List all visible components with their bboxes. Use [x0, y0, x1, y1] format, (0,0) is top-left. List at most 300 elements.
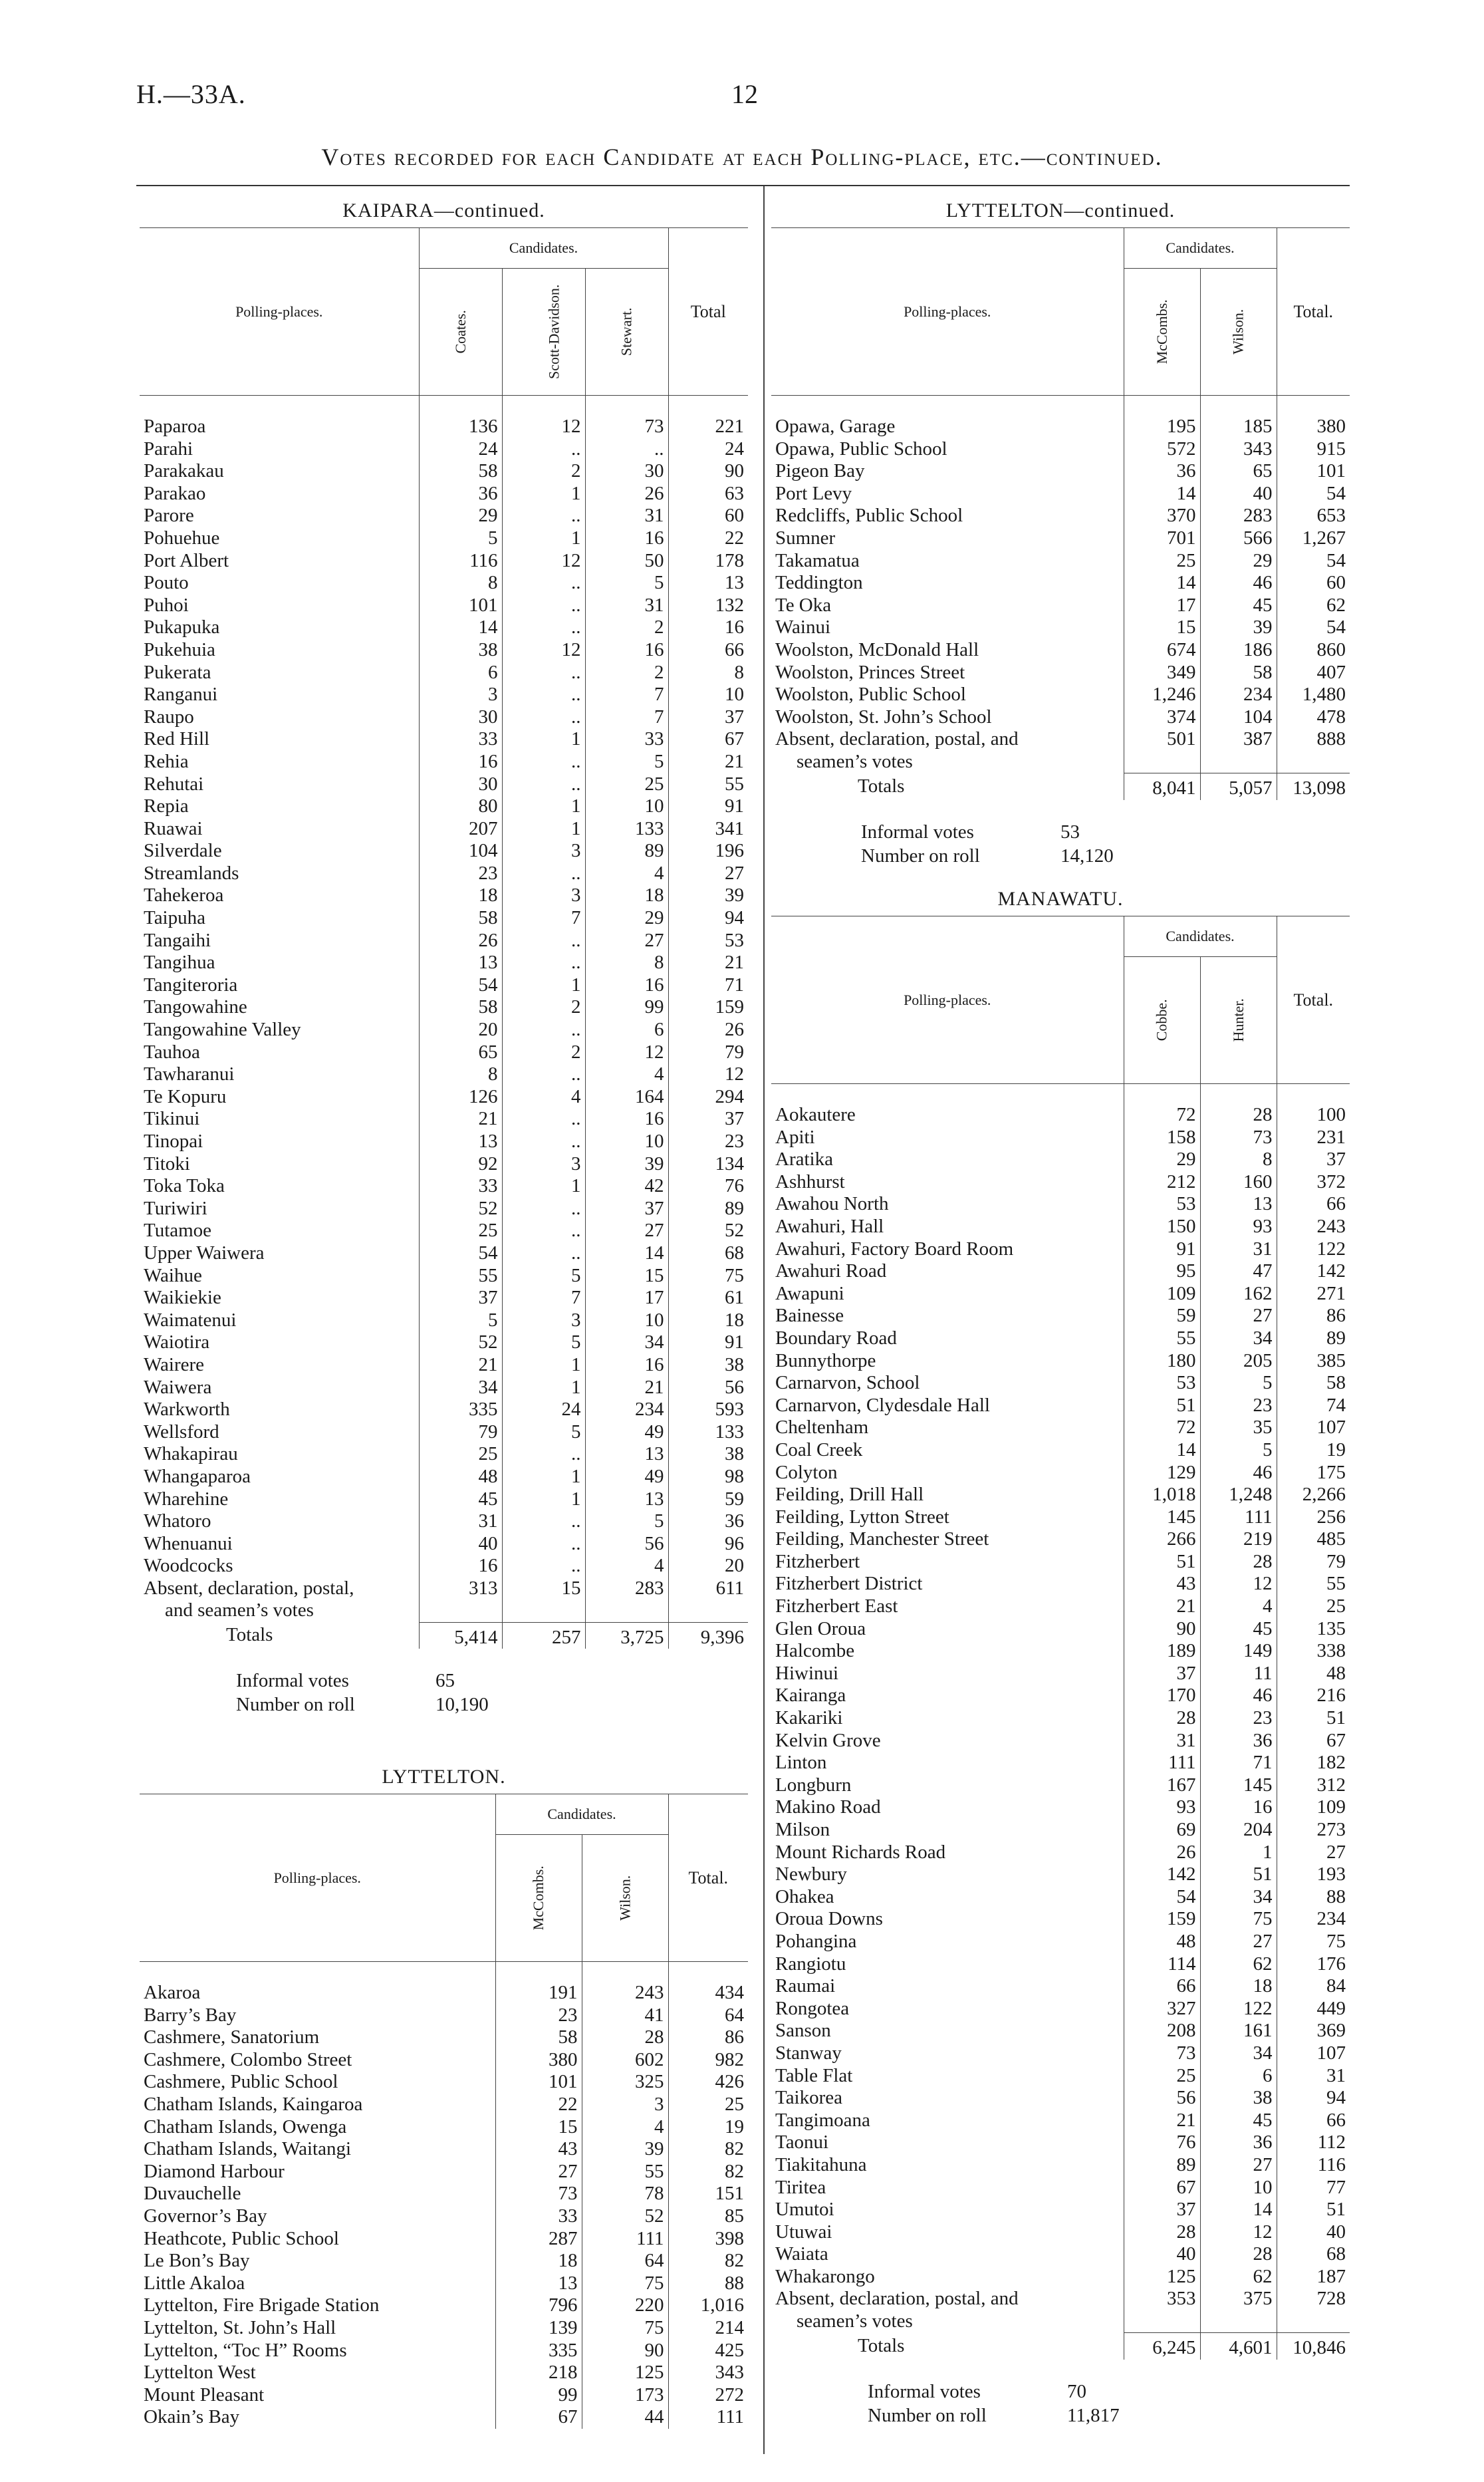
- polling-place: Tinopai: [144, 1131, 203, 1152]
- row-total: 982: [668, 2049, 748, 2072]
- row-total: 37: [1277, 1149, 1350, 1171]
- polling-place: Pouto: [144, 572, 189, 594]
- candidate-votes: 5: [502, 1331, 585, 1354]
- candidate-votes: 27: [585, 1220, 668, 1242]
- candidate-votes: 10: [585, 795, 668, 818]
- row-total: 66: [668, 639, 748, 662]
- table-row: [140, 840, 748, 863]
- table-row: [140, 974, 748, 997]
- row-total: 2,266: [1277, 1484, 1350, 1506]
- row-total: 54: [1277, 617, 1350, 639]
- row-total: 22: [668, 527, 748, 550]
- table-row: [140, 2340, 748, 2362]
- candidate-votes: 13: [419, 952, 502, 974]
- candidate-votes: 93: [1200, 1216, 1277, 1238]
- row-total: 54: [1277, 483, 1350, 505]
- absent-votes-row-cont: [771, 751, 1350, 773]
- blank-cell: [585, 1599, 668, 1622]
- table-row: [771, 1528, 1350, 1551]
- candidate-votes: 5: [419, 527, 502, 550]
- candidate-votes: ..: [502, 1510, 585, 1533]
- candidate-votes: 44: [582, 2406, 668, 2429]
- candidate-votes: 75: [582, 2273, 668, 2295]
- blank-cell: [1200, 751, 1277, 773]
- blank-cell: [1277, 2310, 1350, 2333]
- row-total: 860: [1277, 639, 1350, 662]
- polling-place: Parakakau: [144, 460, 224, 482]
- candidate-votes: 701: [1124, 527, 1200, 550]
- candidate-votes: 234: [585, 1399, 668, 1421]
- table-row: [771, 1774, 1350, 1797]
- informal-votes-label: Informal votes: [868, 2380, 981, 2402]
- table-row: [771, 1640, 1350, 1663]
- candidate-votes: 2: [502, 1041, 585, 1064]
- candidate-votes: 129: [1124, 1462, 1200, 1484]
- total-header: Total.: [1277, 916, 1350, 1084]
- row-total: 26: [668, 1019, 748, 1041]
- table-row: [140, 460, 748, 483]
- candidate-votes: 14: [1200, 2199, 1277, 2221]
- table-row: [771, 1908, 1350, 1931]
- candidate-votes: 39: [582, 2138, 668, 2161]
- candidate-votes: 313: [419, 1578, 502, 1600]
- table-row: [771, 2221, 1350, 2244]
- candidate-votes: 25: [419, 1220, 502, 1242]
- candidate-votes: 204: [1200, 1819, 1277, 1842]
- row-total: 38: [668, 1354, 748, 1377]
- polling-place: Raumai: [775, 1975, 836, 1997]
- candidate-votes: 56: [1124, 2087, 1200, 2110]
- row-total: 449: [1277, 1998, 1350, 2020]
- row-total: 231: [1277, 1127, 1350, 1149]
- row-total: 96: [668, 1533, 748, 1556]
- candidate-votes: 104: [419, 840, 502, 863]
- candidate-votes: 59: [1124, 1305, 1200, 1327]
- candidate-votes: 73: [495, 2183, 582, 2205]
- row-total: 53: [668, 930, 748, 952]
- table-row: [771, 2199, 1350, 2221]
- candidate-votes: ..: [502, 617, 585, 639]
- candidate-votes: 34: [1200, 1327, 1277, 1350]
- table-row: [771, 1127, 1350, 1149]
- polling-place: Halcombe: [775, 1640, 855, 1662]
- candidate-votes: 49: [585, 1466, 668, 1488]
- row-total: 221: [668, 396, 748, 438]
- table-row: [140, 505, 748, 527]
- kaipara-summary: [140, 1669, 748, 1717]
- candidate-votes: 111: [1200, 1506, 1277, 1529]
- table-row: [140, 2250, 748, 2273]
- table-row: [771, 1707, 1350, 1730]
- row-total: 66: [1277, 1193, 1350, 1216]
- polling-place: Whenuanui: [144, 1532, 233, 1554]
- candidate-total: 6,245: [1124, 2333, 1200, 2360]
- candidate-votes: 28: [582, 2026, 668, 2049]
- candidate-votes: 34: [419, 1377, 502, 1399]
- table-row: [771, 1193, 1350, 1216]
- table-row: [771, 1417, 1350, 1439]
- table-row: [140, 438, 748, 461]
- polling-place: Milson: [775, 1819, 830, 1840]
- candidate-votes: ..: [502, 1242, 585, 1265]
- row-total: 178: [668, 550, 748, 573]
- candidate-votes: ..: [502, 572, 585, 595]
- candidate-votes: 173: [582, 2384, 668, 2407]
- polling-place: Apiti: [775, 1126, 815, 1148]
- polling-place: Pukehuia: [144, 638, 215, 660]
- row-total: 79: [668, 1041, 748, 1064]
- candidate-votes: 11: [1200, 1663, 1277, 1685]
- row-total: 18: [668, 1310, 748, 1332]
- row-total: 89: [1277, 1327, 1350, 1350]
- polling-place: Cheltenham: [775, 1417, 869, 1439]
- candidate-votes: 375: [1200, 2288, 1277, 2310]
- candidate-votes: 122: [1200, 1998, 1277, 2020]
- candidate-votes: 2: [502, 996, 585, 1019]
- table-row: [771, 639, 1350, 662]
- manawatu-summary: [771, 2380, 1350, 2427]
- polling-place: Waihue: [144, 1264, 202, 1286]
- candidate-votes: 3: [502, 885, 585, 907]
- table-row: [140, 795, 748, 818]
- table-row: [771, 1618, 1350, 1641]
- polling-place: Woolston, McDonald Hall: [775, 638, 979, 660]
- candidate-votes: 4: [585, 863, 668, 885]
- candidate-name: Hunter.: [1229, 998, 1247, 1042]
- polling-place: Awapuni: [775, 1282, 844, 1304]
- polling-place: Aokautere: [775, 1104, 856, 1125]
- informal-votes-label: Informal votes: [236, 1670, 349, 1692]
- candidate-votes: 12: [502, 550, 585, 573]
- blank-cell: [1277, 751, 1350, 773]
- polling-place: Tahekeroa: [144, 885, 224, 906]
- candidate-votes: 27: [1200, 1305, 1277, 1327]
- candidate-votes: 25: [419, 1443, 502, 1466]
- polling-place: Longburn: [775, 1774, 852, 1796]
- polling-place: Turiwiri: [144, 1197, 207, 1219]
- lyttelton-continued-summary: [771, 820, 1350, 868]
- candidate-votes: 29: [419, 505, 502, 527]
- totals-row: [771, 773, 1350, 800]
- candidate-votes: 12: [1200, 1573, 1277, 1595]
- row-total: 66: [1277, 2110, 1350, 2132]
- polling-place: Sanson: [775, 2020, 831, 2042]
- polling-place: Woolston, Princes Street: [775, 661, 965, 683]
- candidate-votes: 349: [1124, 662, 1200, 684]
- absent-label: Absent, declaration, postal, and: [775, 728, 1019, 750]
- candidate-votes: 21: [1124, 2110, 1200, 2132]
- candidate-votes: 39: [1200, 617, 1277, 639]
- table-row: [140, 1399, 748, 1421]
- lyttelton-title: LYTTELTON.: [382, 1766, 506, 1788]
- totals-label: Totals: [858, 2334, 905, 2356]
- candidate-votes: 46: [1200, 1462, 1277, 1484]
- row-total: 60: [1277, 572, 1350, 595]
- candidate-votes: 13: [1200, 1193, 1277, 1216]
- candidate-votes: 28: [1200, 2243, 1277, 2266]
- polling-place: Port Levy: [775, 482, 852, 504]
- candidate-votes: 5: [585, 751, 668, 773]
- candidate-votes: 126: [419, 1086, 502, 1109]
- candidate-votes: 54: [1124, 1886, 1200, 1909]
- candidate-votes: 30: [419, 773, 502, 796]
- candidate-votes: 51: [1200, 1863, 1277, 1886]
- candidate-votes: 21: [585, 1377, 668, 1399]
- candidate-votes: 207: [419, 818, 502, 841]
- polling-place: Whakarongo: [775, 2265, 875, 2287]
- candidate-votes: 41: [582, 2004, 668, 2027]
- table-row: [140, 527, 748, 550]
- table-row: [771, 1506, 1350, 1529]
- table-row: [771, 617, 1350, 639]
- polling-place: Barry’s Bay: [144, 2004, 237, 2026]
- blank-cell: [668, 1599, 748, 1622]
- polling-place: Pukerata: [144, 661, 211, 683]
- row-total: 175: [1277, 1462, 1350, 1484]
- polling-place: Lyttelton, “Toc H” Rooms: [144, 2339, 347, 2361]
- candidate-header: [502, 269, 585, 396]
- candidate-votes: 40: [419, 1533, 502, 1556]
- row-total: 182: [1277, 1752, 1350, 1774]
- polling-place: Stanway: [775, 2042, 842, 2064]
- manawatu-section: [771, 888, 1350, 2427]
- candidate-votes: 23: [1200, 1707, 1277, 1730]
- candidate-votes: 73: [1124, 2042, 1200, 2065]
- candidate-votes: 158: [1124, 1127, 1200, 1149]
- candidate-votes: 387: [1200, 728, 1277, 751]
- candidate-votes: 21: [1124, 1595, 1200, 1618]
- informal-votes-label: Informal votes: [861, 821, 974, 843]
- candidate-votes: 58: [419, 996, 502, 1019]
- candidate-votes: ..: [502, 706, 585, 729]
- polling-place: Table Flat: [775, 2064, 853, 2086]
- totals-label: Totals: [226, 1624, 273, 1646]
- candidate-votes: 2: [502, 460, 585, 483]
- candidate-votes: 46: [1200, 1685, 1277, 1707]
- polling-place: Rehia: [144, 750, 189, 772]
- candidate-votes: 48: [1124, 1931, 1200, 1953]
- table-row: [140, 2183, 748, 2205]
- table-row: [140, 1555, 748, 1578]
- row-total: 151: [668, 2183, 748, 2205]
- header-row: [140, 228, 748, 269]
- polling-place: Feilding, Drill Hall: [775, 1484, 924, 1506]
- candidate-votes: 353: [1124, 2288, 1200, 2310]
- candidate-votes: 27: [1200, 2154, 1277, 2177]
- polling-places-header: Polling-places.: [140, 228, 419, 396]
- polling-place: Takamatua: [775, 549, 860, 571]
- row-total: 88: [1277, 1886, 1350, 1909]
- candidate-votes: 5: [1200, 1439, 1277, 1462]
- lyttelton-continued-section: [771, 200, 1350, 868]
- grand-total: 9,396: [668, 1622, 748, 1649]
- row-total: 40: [1277, 2221, 1350, 2244]
- table-row: [140, 773, 748, 796]
- candidate-votes: 27: [585, 930, 668, 952]
- number-on-roll-label: Number on roll: [236, 1694, 355, 1716]
- row-total: 434: [668, 1962, 748, 2004]
- polling-place: Kakariki: [775, 1707, 843, 1729]
- polling-place: Mount Richards Road: [775, 1841, 946, 1863]
- row-total: 196: [668, 840, 748, 863]
- candidate-votes: ..: [502, 1443, 585, 1466]
- candidate-votes: 16: [419, 751, 502, 773]
- candidate-total: 8,041: [1124, 773, 1200, 800]
- row-total: 214: [668, 2317, 748, 2340]
- polling-place: Utuwai: [775, 2221, 832, 2243]
- row-total: 271: [1277, 1283, 1350, 1306]
- candidate-votes: 48: [419, 1466, 502, 1488]
- table-row: [140, 1488, 748, 1511]
- table-row: [771, 2266, 1350, 2288]
- table-row: [771, 1663, 1350, 1685]
- row-total: 593: [668, 1399, 748, 1421]
- table-row: [771, 1462, 1350, 1484]
- row-total: 425: [668, 2340, 748, 2362]
- row-total: 21: [668, 952, 748, 974]
- row-total: 122: [1277, 1238, 1350, 1261]
- candidate-votes: 111: [1124, 1752, 1200, 1774]
- row-total: 485: [1277, 1528, 1350, 1551]
- candidate-votes: ..: [502, 1019, 585, 1041]
- candidate-votes: 27: [1200, 1931, 1277, 1953]
- candidate-votes: 170: [1124, 1685, 1200, 1707]
- row-total: 611: [668, 1578, 748, 1600]
- table-row: [140, 952, 748, 974]
- row-total: 19: [1277, 1439, 1350, 1462]
- candidate-votes: 16: [585, 974, 668, 997]
- row-total: 54: [1277, 550, 1350, 573]
- polling-place: Tangowahine: [144, 996, 247, 1018]
- polling-place: Awahou North: [775, 1193, 889, 1215]
- candidate-votes: 18: [419, 885, 502, 907]
- number-on-roll-value: 10,190: [435, 1694, 489, 1716]
- polling-place: Hiwinui: [775, 1662, 839, 1684]
- row-total: 59: [668, 1488, 748, 1511]
- totals-label: Totals: [858, 775, 905, 797]
- totals-row: [771, 2333, 1350, 2360]
- polling-place: Chatham Islands, Waitangi: [144, 2138, 352, 2160]
- candidate-votes: 380: [495, 2049, 582, 2072]
- polling-place: Pigeon Bay: [775, 460, 865, 482]
- row-total: 12: [668, 1063, 748, 1086]
- candidate-votes: 67: [1124, 2177, 1200, 2199]
- table-row: [140, 2362, 748, 2384]
- row-total: 51: [1277, 1707, 1350, 1730]
- candidate-votes: ..: [502, 1131, 585, 1153]
- row-total: 91: [668, 795, 748, 818]
- candidate-total: 5,414: [419, 1622, 502, 1649]
- candidate-votes: 78: [582, 2183, 668, 2205]
- candidate-votes: 54: [419, 974, 502, 997]
- candidate-votes: 327: [1124, 1998, 1200, 2020]
- candidate-votes: ..: [502, 505, 585, 527]
- table-row: [771, 1171, 1350, 1194]
- row-total: 407: [1277, 662, 1350, 684]
- row-total: 187: [1277, 2266, 1350, 2288]
- table-row: [771, 1975, 1350, 1998]
- candidate-votes: 34: [1200, 2042, 1277, 2065]
- candidate-votes: 205: [1200, 1350, 1277, 1373]
- polling-place: Makino Road: [775, 1796, 881, 1818]
- candidate-votes: 17: [1124, 595, 1200, 617]
- row-total: 1,016: [668, 2294, 748, 2317]
- candidate-votes: 287: [495, 2228, 582, 2251]
- polling-place: Diamond Harbour: [144, 2160, 285, 2182]
- row-total: 86: [1277, 1305, 1350, 1327]
- candidate-votes: ..: [502, 1108, 585, 1131]
- polling-place: Fitzherbert: [775, 1550, 860, 1572]
- absent-label: Absent, declaration, postal,: [144, 1577, 354, 1599]
- polling-place: Rongotea: [775, 1997, 850, 2019]
- candidate-votes: 39: [585, 1153, 668, 1176]
- candidate-votes: 602: [582, 2049, 668, 2072]
- table-row: [771, 1484, 1350, 1506]
- candidate-votes: 208: [1124, 2020, 1200, 2042]
- polling-place: Waiata: [775, 2243, 828, 2265]
- candidate-votes: 15: [495, 2116, 582, 2139]
- candidate-votes: 6: [419, 662, 502, 684]
- candidate-votes: 7: [585, 684, 668, 706]
- row-total: 58: [1277, 1372, 1350, 1395]
- polling-place: Taikorea: [775, 2087, 843, 2109]
- candidate-votes: 219: [1200, 1528, 1277, 1551]
- row-total: 27: [668, 863, 748, 885]
- polling-place: Bainesse: [775, 1305, 844, 1327]
- table-row: [771, 662, 1350, 684]
- blank-cell: [502, 1599, 585, 1622]
- candidate-votes: 58: [419, 907, 502, 930]
- absent-label: Absent, declaration, postal, and: [775, 2288, 1019, 2310]
- row-total: 86: [668, 2026, 748, 2049]
- candidate-name: Wilson.: [1229, 309, 1247, 355]
- row-total: 372: [1277, 1171, 1350, 1194]
- candidate-total: 5,057: [1200, 773, 1277, 800]
- row-total: 52: [668, 1220, 748, 1242]
- row-total: 142: [1277, 1260, 1350, 1283]
- polling-place: Ashhurst: [775, 1171, 845, 1192]
- table-row: [140, 818, 748, 841]
- candidate-votes: 13: [495, 2273, 582, 2295]
- candidate-votes: 14: [1124, 1439, 1200, 1462]
- candidate-votes: 162: [1200, 1283, 1277, 1306]
- top-rule: [136, 185, 1350, 186]
- candidate-votes: 38: [1200, 2087, 1277, 2110]
- number-on-roll-label: Number on roll: [861, 845, 980, 867]
- candidate-votes: 189: [1124, 1640, 1200, 1663]
- candidate-votes: 149: [1200, 1640, 1277, 1663]
- kaipara-section: [140, 200, 748, 1717]
- polling-place: Kelvin Grove: [775, 1729, 881, 1751]
- table-row: [140, 751, 748, 773]
- candidate-votes: 3: [419, 684, 502, 706]
- candidate-votes: 95: [1124, 1260, 1200, 1283]
- candidate-votes: 55: [582, 2161, 668, 2183]
- table-row: [140, 1533, 748, 1556]
- polling-place: Bunnythorpe: [775, 1349, 876, 1371]
- table-row: [140, 907, 748, 930]
- candidate-votes: 111: [582, 2228, 668, 2251]
- candidate-votes: 51: [1124, 1395, 1200, 1417]
- candidate-votes: 5: [1200, 1372, 1277, 1395]
- row-total: 112: [1277, 2132, 1350, 2154]
- candidate-votes: 25: [585, 773, 668, 796]
- table-row: [140, 885, 748, 907]
- candidate-votes: 8: [419, 572, 502, 595]
- candidates-header: Candidates.: [1124, 228, 1277, 269]
- candidate-votes: 26: [419, 930, 502, 952]
- row-total: 133: [668, 1421, 748, 1444]
